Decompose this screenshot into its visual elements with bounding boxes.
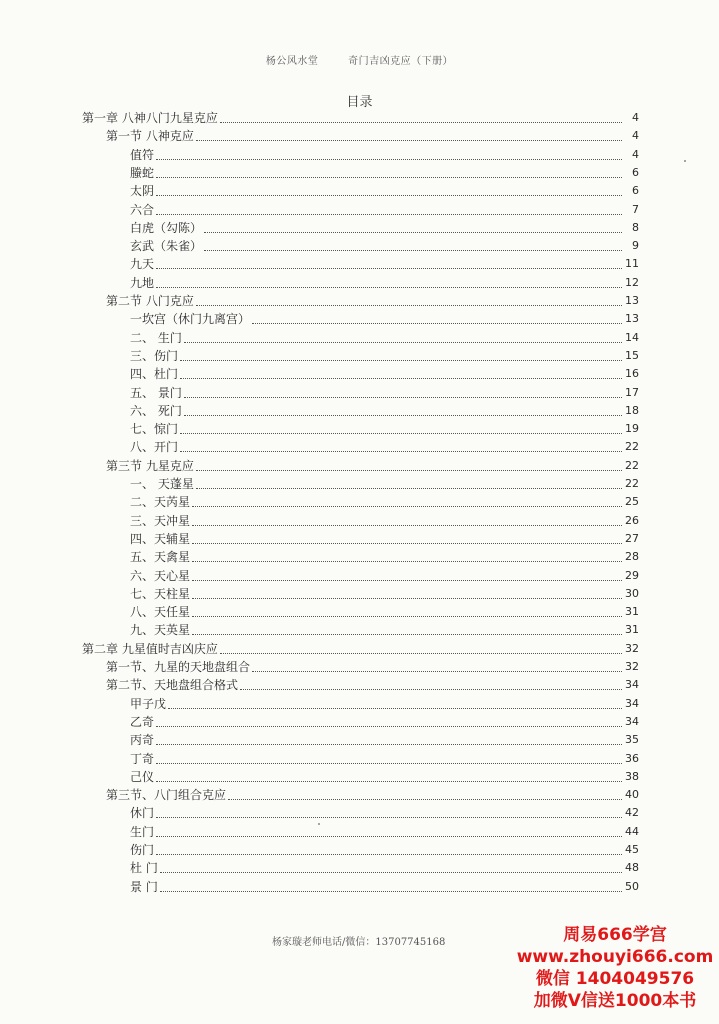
toc-entry bbox=[130, 273, 639, 291]
toc-leader-dots bbox=[156, 836, 622, 837]
toc-entry bbox=[130, 200, 639, 218]
toc-leader-dots bbox=[252, 671, 622, 672]
toc-entry-page: 48 bbox=[625, 861, 639, 875]
toc-entry-label: 景 门 bbox=[130, 879, 158, 894]
toc-entry bbox=[106, 657, 639, 675]
toc-entry bbox=[130, 840, 639, 858]
toc-entry-page: 12 bbox=[625, 275, 639, 289]
toc-entry-label: 三、天冲星 bbox=[130, 513, 191, 528]
toc-entry-label: 九天 bbox=[130, 257, 155, 272]
toc-entry-label: 九地 bbox=[130, 275, 155, 290]
toc-entry-page: 32 bbox=[625, 641, 639, 655]
toc-leader-dots bbox=[180, 433, 622, 434]
toc-entry-label: 六、 死门 bbox=[130, 403, 182, 418]
toc-entry-page: 19 bbox=[625, 422, 639, 436]
toc-leader-dots bbox=[220, 653, 622, 654]
toc-entry bbox=[130, 694, 639, 712]
toc-entry bbox=[130, 749, 639, 767]
toc-entry-label: 玄武（朱雀） bbox=[130, 239, 203, 254]
toc-entry bbox=[130, 218, 639, 236]
toc-entry-page: 40 bbox=[625, 788, 639, 802]
toc-entry bbox=[82, 639, 639, 657]
toc-leader-dots bbox=[192, 616, 622, 617]
toc-leader-dots bbox=[252, 323, 622, 324]
toc-entry-page: 22 bbox=[625, 477, 639, 490]
toc-entry-page: 44 bbox=[625, 824, 639, 838]
toc-entry bbox=[130, 328, 639, 346]
toc-entry bbox=[130, 309, 639, 327]
toc-leader-dots bbox=[184, 415, 622, 416]
toc-leader-dots bbox=[160, 891, 622, 892]
toc-entry-page: 6 bbox=[632, 165, 639, 179]
toc-entry bbox=[106, 126, 639, 144]
toc-entry bbox=[130, 547, 639, 565]
toc-entry-page: 34 bbox=[625, 714, 639, 728]
toc-leader-dots bbox=[156, 195, 622, 196]
toc-entry bbox=[130, 712, 639, 730]
toc-leader-dots bbox=[180, 378, 622, 379]
toc-entry-label: 五、 景门 bbox=[130, 385, 182, 400]
toc-leader-dots bbox=[192, 543, 622, 544]
toc-leader-dots bbox=[180, 360, 622, 361]
toc-entry bbox=[130, 822, 639, 840]
toc-leader-dots bbox=[192, 506, 622, 507]
toc-entry-label: 白虎（勾陈） bbox=[130, 220, 203, 235]
toc-leader-dots bbox=[156, 817, 622, 818]
toc-leader-dots bbox=[192, 634, 622, 635]
toc-leader-dots bbox=[196, 140, 622, 141]
header-left: 杨公风水堂 bbox=[265, 56, 319, 67]
toc-entry bbox=[130, 145, 639, 163]
toc-entry-label: 五、天禽星 bbox=[130, 550, 191, 565]
toc-entry-label: 第三节 九星克应 bbox=[106, 458, 194, 473]
toc-entry-page: 28 bbox=[625, 550, 639, 564]
toc-entry-page: 45 bbox=[625, 843, 639, 856]
toc-entry-label: 二、天芮星 bbox=[130, 495, 191, 510]
toc-entry bbox=[130, 730, 639, 748]
toc-entry bbox=[130, 584, 639, 602]
toc-entry-page: 13 bbox=[625, 312, 639, 326]
toc-entry bbox=[130, 803, 639, 821]
toc-entry bbox=[130, 767, 639, 785]
toc-entry-page: 30 bbox=[625, 586, 639, 600]
toc-entry-label: 七、惊门 bbox=[130, 422, 179, 437]
header-right: 奇门吉凶克应（下册） bbox=[348, 56, 454, 67]
toc-entry-page: 29 bbox=[625, 568, 639, 582]
toc-entry bbox=[130, 401, 639, 419]
toc-entry-page: 11 bbox=[625, 257, 639, 271]
toc-entry-label: 太阴 bbox=[130, 184, 155, 199]
toc-entry-page: 4 bbox=[632, 111, 639, 124]
toc-entry-label: 三、伤门 bbox=[130, 348, 179, 363]
toc-entry-page: 4 bbox=[632, 147, 639, 161]
toc-entry-label: 四、天辅星 bbox=[130, 531, 191, 546]
toc-entry bbox=[130, 620, 639, 638]
toc-entry bbox=[130, 602, 639, 620]
toc-entry bbox=[106, 785, 639, 803]
toc-leader-dots bbox=[160, 872, 622, 873]
toc-entry-page: 34 bbox=[625, 678, 639, 692]
toc-entry-page: 36 bbox=[625, 751, 639, 765]
toc-entry-page: 7 bbox=[632, 202, 639, 216]
toc-entry-page: 25 bbox=[625, 495, 639, 509]
toc-entry-page: 38 bbox=[625, 769, 639, 783]
toc-entry bbox=[130, 163, 639, 181]
toc-entry-page: 14 bbox=[625, 330, 639, 344]
toc-leader-dots bbox=[196, 470, 622, 471]
toc-entry-page: 4 bbox=[632, 129, 639, 143]
toc-entry-label: 休门 bbox=[130, 806, 155, 821]
toc-entry bbox=[130, 364, 639, 382]
toc-leader-dots bbox=[204, 250, 622, 251]
toc-entry-label: 八、天任星 bbox=[130, 605, 191, 620]
toc-entry-label: 丁奇 bbox=[130, 751, 155, 766]
toc-entry-page: 13 bbox=[625, 294, 639, 307]
toc-entry bbox=[106, 675, 639, 693]
toc-leader-dots bbox=[196, 305, 622, 306]
toc-entry-page: 34 bbox=[625, 696, 639, 710]
toc-entry-page: 42 bbox=[625, 806, 639, 820]
toc-entry-label: 甲子戊 bbox=[130, 696, 167, 711]
toc-entry-label: 第一章 八神八门九星克应 bbox=[82, 111, 218, 125]
toc-leader-dots bbox=[180, 451, 622, 452]
toc-entry bbox=[82, 108, 639, 126]
toc-entry bbox=[130, 492, 639, 510]
toc-title: 目录 bbox=[346, 95, 373, 110]
toc-leader-dots bbox=[192, 525, 622, 526]
toc-entry-label: 值符 bbox=[130, 147, 155, 162]
toc-entry-label: 一坎宫（休门九离宫） bbox=[130, 312, 251, 327]
toc-entry-page: 8 bbox=[632, 220, 639, 234]
toc-leader-dots bbox=[156, 854, 622, 855]
toc-entry-page: 6 bbox=[632, 184, 639, 198]
watermark-line-1: 周易666学宫 bbox=[563, 925, 667, 945]
toc-leader-dots bbox=[240, 689, 622, 690]
toc-leader-dots bbox=[192, 598, 622, 599]
watermark-line-3: 微信 1404049576 bbox=[535, 969, 695, 989]
toc-entry bbox=[130, 181, 639, 199]
toc-entry-label: 伤门 bbox=[130, 843, 155, 857]
toc-leader-dots bbox=[184, 342, 622, 343]
toc-entry bbox=[130, 474, 639, 492]
toc-entry-label: 乙奇 bbox=[130, 714, 155, 729]
toc-entry bbox=[130, 254, 639, 272]
toc-entry-label: 六、天心星 bbox=[130, 568, 191, 583]
toc-entry bbox=[130, 437, 639, 455]
page-header bbox=[0, 52, 719, 67]
toc-leader-dots bbox=[196, 488, 622, 489]
toc-entry-page: 31 bbox=[625, 623, 639, 637]
toc-entry-label: 己仪 bbox=[130, 769, 155, 784]
toc-entry-page: 16 bbox=[625, 367, 639, 381]
toc-entry-label: 第一节、九星的天地盘组合 bbox=[106, 660, 251, 674]
toc-entry-page: 15 bbox=[625, 348, 639, 362]
toc-entry-label: 螣蛇 bbox=[130, 165, 155, 180]
toc-entry bbox=[130, 383, 639, 401]
toc-entry-label: 杜 门 bbox=[130, 861, 158, 876]
toc-entry bbox=[106, 291, 639, 309]
watermark bbox=[515, 924, 715, 1012]
toc-entry-label: 第二章 九星值时吉凶庆应 bbox=[82, 641, 218, 656]
toc-leader-dots bbox=[156, 177, 622, 178]
toc-entry-page: 22 bbox=[625, 440, 639, 454]
toc-entry-label: 四、杜门 bbox=[130, 367, 179, 382]
toc-entry-page: 9 bbox=[632, 239, 639, 253]
toc-entry-page: 50 bbox=[625, 879, 639, 893]
toc-entry-page: 18 bbox=[625, 403, 639, 417]
page-footer: 杨家璇老师电话/微信：13707745168 bbox=[272, 937, 446, 948]
toc-leader-dots bbox=[156, 159, 622, 160]
toc-entry-label: 二、 生门 bbox=[130, 330, 182, 345]
toc-leader-dots bbox=[156, 763, 622, 764]
toc-entry bbox=[130, 566, 639, 584]
toc-leader-dots bbox=[156, 287, 622, 288]
toc-entry-page: 26 bbox=[625, 513, 639, 527]
toc-entry-label: 丙奇 bbox=[130, 733, 155, 748]
toc-leader-dots bbox=[184, 397, 622, 398]
toc-leader-dots bbox=[156, 268, 622, 269]
toc-leader-dots bbox=[156, 781, 622, 782]
toc-entry-page: 17 bbox=[625, 385, 639, 399]
toc-leader-dots bbox=[192, 561, 622, 562]
watermark-line-2: www.zhouyi666.com bbox=[516, 947, 714, 967]
toc-leader-dots bbox=[156, 744, 622, 745]
toc-leader-dots bbox=[204, 232, 622, 233]
toc-entry-label: 九、天英星 bbox=[130, 623, 191, 638]
toc-entry bbox=[106, 456, 639, 474]
toc-entry-page: 31 bbox=[625, 605, 639, 619]
toc-entry-page: 32 bbox=[625, 660, 639, 673]
toc-entry-label: 第三节、八门组合克应 bbox=[106, 788, 227, 803]
toc-entry-page: 35 bbox=[625, 733, 639, 747]
toc-entry-label: 六合 bbox=[130, 202, 155, 217]
toc-leader-dots bbox=[156, 214, 622, 215]
toc-entry bbox=[130, 511, 639, 529]
toc-entry-label: 八、开门 bbox=[130, 440, 179, 455]
toc-entry-label: 第二节 八门克应 bbox=[106, 294, 194, 308]
toc-entry bbox=[130, 346, 639, 364]
toc-entry-label: 七、天柱星 bbox=[130, 586, 191, 601]
toc-entry bbox=[130, 236, 639, 254]
toc-entry bbox=[130, 877, 639, 895]
toc-leader-dots bbox=[192, 580, 622, 581]
toc-entry-label: 第二节、天地盘组合格式 bbox=[106, 678, 239, 693]
toc-entry bbox=[130, 419, 639, 437]
scan-speck bbox=[318, 823, 320, 825]
watermark-line-4: 加微V信送1000本书 bbox=[533, 991, 697, 1011]
toc-entry-label: 第一节 八神克应 bbox=[106, 129, 194, 144]
toc-leader-dots bbox=[220, 122, 622, 123]
toc-entry-page: 22 bbox=[625, 458, 639, 472]
toc-entry-label: 生门 bbox=[130, 824, 155, 839]
toc-entry-label: 一、 天蓬星 bbox=[130, 477, 194, 491]
toc-leader-dots bbox=[168, 708, 622, 709]
toc-entry bbox=[130, 529, 639, 547]
scan-speck bbox=[684, 160, 686, 162]
toc-leader-dots bbox=[156, 726, 622, 727]
toc-leader-dots bbox=[228, 799, 622, 800]
toc-entry bbox=[130, 858, 639, 876]
toc-entry-page: 27 bbox=[625, 531, 639, 545]
